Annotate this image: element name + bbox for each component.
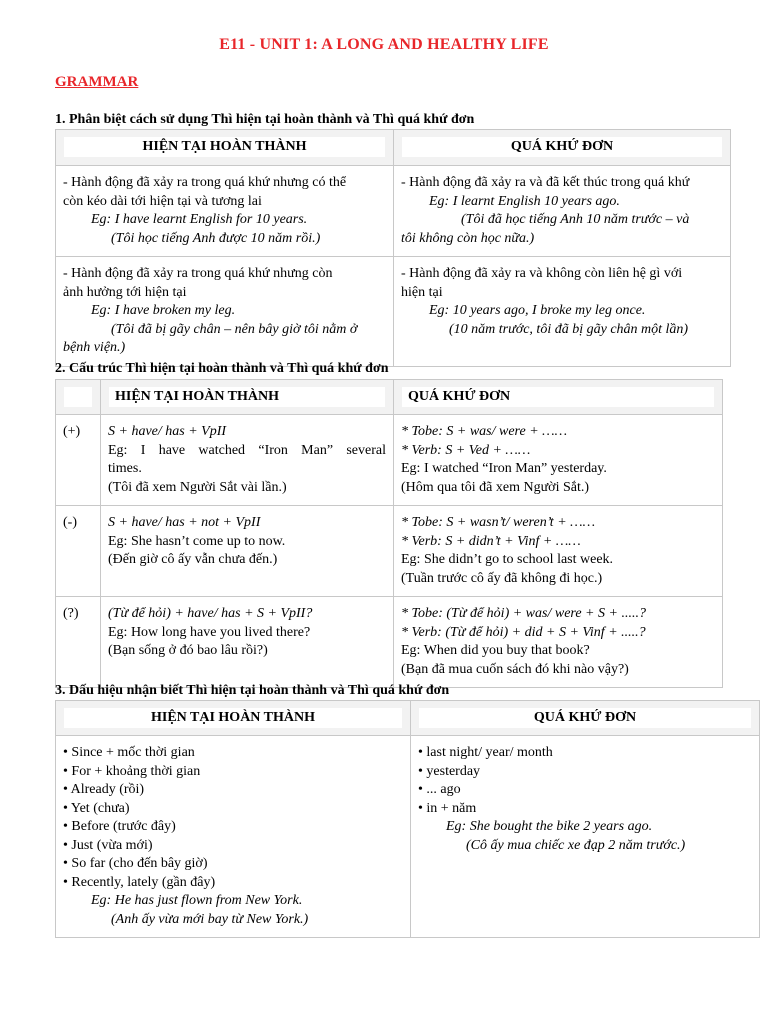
section3-left-list (56, 736, 411, 938)
translation-line: (Tôi đã xem Người Sắt vài lần.) (108, 479, 287, 495)
sign-question: (?) (56, 597, 101, 688)
translation-line: (Tôi đã bị gãy chân – nên bây giờ tôi nằm ở (111, 321, 358, 337)
example-line: Eg: I have broken my leg. (91, 303, 236, 318)
text-line: - Hành động đã xảy ra trong quá khứ nhưng có thể (63, 175, 347, 190)
translation-line: (Bạn sống ở đó bao lâu rồi?) (108, 643, 268, 658)
list-item: • yesterday (418, 763, 481, 779)
list-item: • Already (rồi) (63, 782, 145, 797)
section2-col-left-header: HIỆN TẠI HOÀN THÀNH (109, 387, 385, 407)
translation-line: bệnh viện.) (63, 340, 126, 355)
section1-row2-left (56, 257, 394, 367)
translation-line: (Tuần trước cô ấy đã không đi học.) (401, 570, 603, 586)
section3-right-list (411, 736, 760, 938)
document-title: E11 - UNIT 1: A LONG AND HEALTHY LIFE (219, 36, 549, 53)
formula-line: * Verb: S + Ved + …… (401, 442, 531, 458)
table-row (56, 597, 723, 688)
section2-negative-left (101, 506, 394, 597)
section3-col-left-header: HIỆN TẠI HOÀN THÀNH (64, 708, 402, 728)
section1-row1-right (394, 166, 731, 257)
example-line: times. (108, 461, 142, 476)
section2-question-right (394, 597, 723, 688)
formula-line: S + have/ has + VpII (108, 424, 227, 439)
example-line: Eg: He has just flown from New York. (91, 893, 303, 908)
section2-positive-left (101, 415, 394, 506)
translation-line: (Bạn đã mua cuốn sách đó khi nào vậy?) (401, 661, 629, 677)
translation-line: (10 năm trước, tôi đã bị gãy chân một lần) (449, 321, 689, 337)
text-line: còn kéo dài tới hiện tại và tương lai (63, 193, 262, 209)
formula-line: S + have/ has + not + VpII (108, 515, 261, 530)
section2-negative-right (394, 506, 723, 597)
example-line: Eg: I have watched “Iron Man” several (108, 442, 386, 458)
list-item: • last night/ year/ month (418, 745, 553, 760)
example-line: Eg: How long have you lived there? (108, 624, 311, 640)
example-line: Eg: She didn’t go to school last week. (401, 552, 614, 567)
example-line: Eg: I have learnt English for 10 years. (91, 212, 308, 227)
list-item: • Since + mốc thời gian (63, 745, 195, 760)
text-line: - Hành động đã xảy ra trong quá khứ nhưng còn (63, 266, 333, 281)
translation-line: (Cô ấy mua chiếc xe đạp 2 năm trước.) (466, 837, 686, 853)
section2-positive-right (394, 415, 723, 506)
sign-negative: (-) (56, 506, 101, 597)
section1-table (55, 129, 731, 367)
translation-line: (Hôm qua tôi đã xem Người Sắt.) (401, 479, 590, 495)
example-line: Eg: She hasn’t come up to now. (108, 533, 286, 549)
section3-col-right-header: QUÁ KHỨ ĐƠN (419, 708, 751, 728)
translation-line: (Tôi đã học tiếng Anh 10 năm trước – và (461, 212, 690, 227)
table-row (56, 166, 731, 257)
section2-question-left (101, 597, 394, 688)
formula-line: (Từ để hỏi) + have/ has + S + VpII? (108, 606, 313, 621)
section2-col-right-header: QUÁ KHỨ ĐƠN (402, 387, 714, 407)
list-item: • in + năm (418, 800, 477, 816)
example-line: Eg: She bought the bike 2 years ago. (446, 819, 653, 834)
section1-row2-right (394, 257, 731, 367)
list-item: • ... ago (418, 782, 461, 797)
list-item: • Yet (chưa) (63, 800, 130, 816)
example-line: Eg: I watched “Iron Man” yesterday. (401, 461, 607, 476)
grammar-heading: GRAMMAR (55, 74, 139, 90)
section1-col-right-header: QUÁ KHỨ ĐƠN (402, 137, 722, 157)
list-item: • Recently, lately (gần đây) (63, 874, 216, 890)
translation-line: (Tôi học tiếng Anh được 10 năm rồi.) (111, 230, 321, 246)
section2-table (55, 379, 723, 688)
section1-row1-left (56, 166, 394, 257)
example-line: Eg: 10 years ago, I broke my leg once. (429, 303, 646, 318)
section3-table (55, 700, 760, 938)
section2-heading: 2. Cấu trúc Thì hiện tại hoàn thành và Thì quá khứ đơn (55, 361, 389, 376)
table-row (56, 415, 723, 506)
example-line: Eg: I learnt English 10 years ago. (429, 193, 620, 209)
formula-line: * Tobe: (Từ để hỏi) + was/ were + S + .....? (401, 606, 646, 621)
list-item: • Just (vừa mới) (63, 837, 153, 853)
translation-line: (Đến giờ cô ấy vẫn chưa đến.) (108, 552, 278, 567)
text-line: hiện tại (401, 284, 443, 300)
formula-line: * Verb: (Từ để hỏi) + did + S + Vinf + .....? (401, 624, 646, 640)
text-line: ảnh hưởng tới hiện tại (63, 284, 187, 300)
section1-col-left-header: HIỆN TẠI HOÀN THÀNH (64, 137, 385, 157)
section3-heading: 3. Dấu hiệu nhận biết Thì hiện tại hoàn thành và Thì quá khứ đơn (55, 683, 450, 698)
formula-line: * Tobe: S + was/ were + …… (401, 424, 568, 439)
list-item: • For + khoảng thời gian (63, 763, 201, 779)
formula-line: * Tobe: S + wasn’t/ weren’t + …… (401, 515, 596, 530)
text-line: - Hành động đã xảy ra và đã kết thúc trong quá khứ (401, 175, 690, 190)
translation-line: tôi không còn học nữa.) (401, 230, 535, 246)
list-item: • So far (cho đến bây giờ) (63, 856, 208, 871)
table-row (56, 506, 723, 597)
list-item: • Before (trước đây) (63, 819, 176, 834)
example-line: Eg: When did you buy that book? (401, 643, 590, 658)
section2-sign-header (64, 387, 92, 407)
formula-line: * Verb: S + didn’t + Vinf + …… (401, 533, 581, 549)
text-line: - Hành động đã xảy ra và không còn liên hệ gì với (401, 266, 683, 281)
translation-line: (Anh ấy vừa mới bay từ New York.) (111, 911, 309, 927)
section1-heading: 1. Phân biệt cách sử dụng Thì hiện tại hoàn thành và Thì quá khứ đơn (55, 112, 475, 127)
sign-positive: (+) (56, 415, 101, 506)
table-row (56, 736, 760, 938)
table-row (56, 257, 731, 367)
